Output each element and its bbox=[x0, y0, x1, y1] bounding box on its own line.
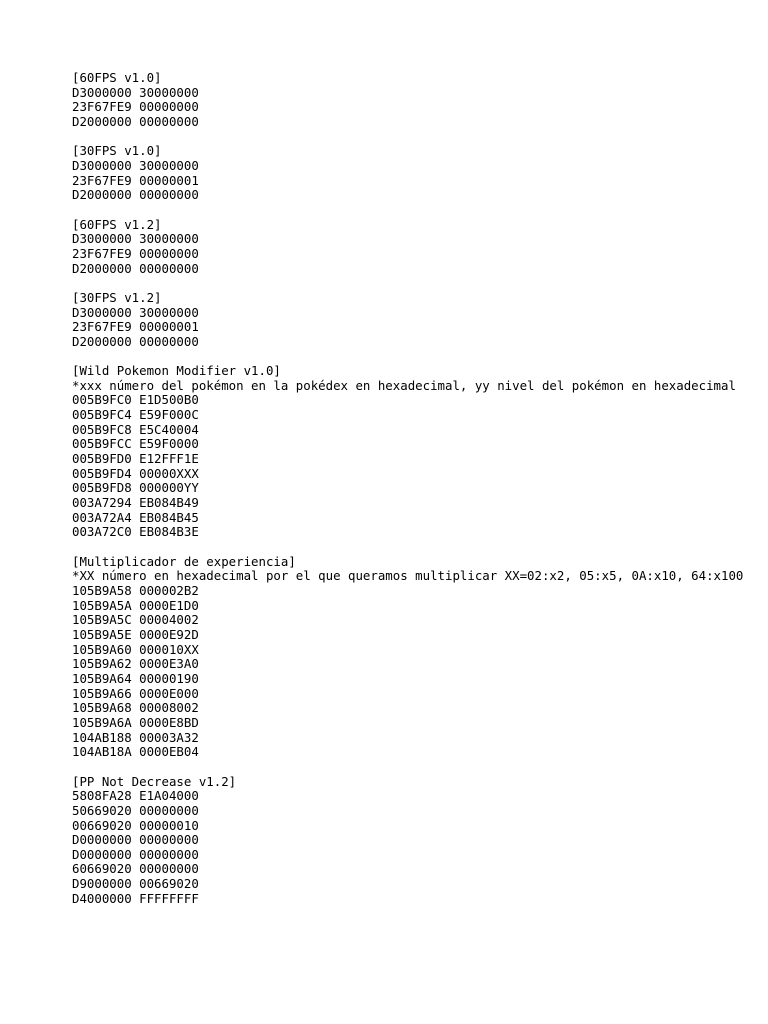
section-header: [30FPS v1.2] bbox=[72, 289, 162, 305]
code-line: 23F67FE9 00000000 bbox=[72, 245, 199, 261]
code-line: 105B9A62 0000E3A0 bbox=[72, 656, 199, 672]
code-section bbox=[72, 555, 752, 760]
code-line: 105B9A60 000010XX bbox=[72, 641, 199, 657]
section-note: *XX número en hexadecimal por el que queramos multiplicar XX=02:x2, 05:x5, 0A:x10, 64:x100 bbox=[72, 568, 744, 584]
code-line: 005B9FD0 E12FFF1E bbox=[72, 451, 199, 467]
code-line: 003A72C0 EB084B3E bbox=[72, 524, 199, 540]
code-line: 005B9FC4 E59F000C bbox=[72, 407, 199, 423]
code-section bbox=[72, 291, 752, 350]
section-header: [30FPS v1.0] bbox=[72, 143, 162, 159]
code-line: 005B9FD8 000000YY bbox=[72, 480, 199, 496]
code-line: D3000000 30000000 bbox=[72, 231, 199, 247]
code-line: 23F67FE9 00000000 bbox=[72, 99, 199, 115]
code-line: D2000000 00000000 bbox=[72, 333, 199, 349]
code-line: 003A7294 EB084B49 bbox=[72, 495, 199, 511]
code-line: 60669020 00000000 bbox=[72, 861, 199, 877]
code-line: D0000000 00000000 bbox=[72, 846, 199, 862]
code-line: 005B9FD4 00000XXX bbox=[72, 465, 199, 481]
code-line: 23F67FE9 00000001 bbox=[72, 319, 199, 335]
code-line: 00669020 00000010 bbox=[72, 817, 199, 833]
code-line: 5808FA28 E1A04000 bbox=[72, 788, 199, 804]
code-line: 005B9FC8 E5C40004 bbox=[72, 421, 199, 437]
code-line: D0000000 00000000 bbox=[72, 832, 199, 848]
code-line: 105B9A6A 0000E8BD bbox=[72, 714, 199, 730]
code-section bbox=[72, 218, 752, 277]
section-note: *xxx número del pokémon en la pokédex en hexadecimal, yy nivel del pokémon en hexadecimal bbox=[72, 377, 736, 393]
code-line: 104AB18A 0000EB04 bbox=[72, 744, 199, 760]
section-header: [60FPS v1.2] bbox=[72, 216, 162, 232]
section-header: [Wild Pokemon Modifier v1.0] bbox=[72, 363, 281, 379]
code-line: 105B9A68 00008002 bbox=[72, 700, 199, 716]
code-line: 005B9FCC E59F0000 bbox=[72, 436, 199, 452]
code-line: D3000000 30000000 bbox=[72, 304, 199, 320]
code-line: 105B9A58 000002B2 bbox=[72, 583, 199, 598]
code-line: 003A72A4 EB084B45 bbox=[72, 509, 199, 525]
section-header: [Multiplicador de experiencia] bbox=[72, 553, 296, 569]
code-line: D2000000 00000000 bbox=[72, 113, 199, 129]
code-line: 105B9A66 0000E000 bbox=[72, 685, 199, 701]
code-line: 005B9FC0 E1D500B0 bbox=[72, 392, 199, 408]
code-line: D3000000 30000000 bbox=[72, 157, 199, 173]
code-section bbox=[72, 71, 752, 130]
code-line: 104AB188 00003A32 bbox=[72, 729, 199, 745]
code-section bbox=[72, 144, 752, 203]
code-line: 50669020 00000000 bbox=[72, 802, 199, 818]
code-line: 105B9A5C 00004002 bbox=[72, 612, 199, 628]
code-line: D9000000 00669020 bbox=[72, 876, 199, 892]
code-line: D4000000 FFFFFFFF bbox=[72, 890, 199, 906]
cheat-code-document bbox=[72, 71, 752, 921]
code-line: 105B9A5A 0000E1D0 bbox=[72, 597, 199, 613]
code-section bbox=[72, 775, 752, 907]
code-line: D2000000 00000000 bbox=[72, 260, 199, 276]
code-line: D3000000 30000000 bbox=[72, 84, 199, 100]
code-line: 23F67FE9 00000001 bbox=[72, 172, 199, 188]
code-line: 105B9A64 00000190 bbox=[72, 670, 199, 686]
code-line: D2000000 00000000 bbox=[72, 187, 199, 203]
code-section bbox=[72, 364, 752, 540]
code-line: 105B9A5E 0000E92D bbox=[72, 626, 199, 642]
section-header: [60FPS v1.0] bbox=[72, 70, 162, 85]
section-header: [PP Not Decrease v1.2] bbox=[72, 773, 237, 789]
